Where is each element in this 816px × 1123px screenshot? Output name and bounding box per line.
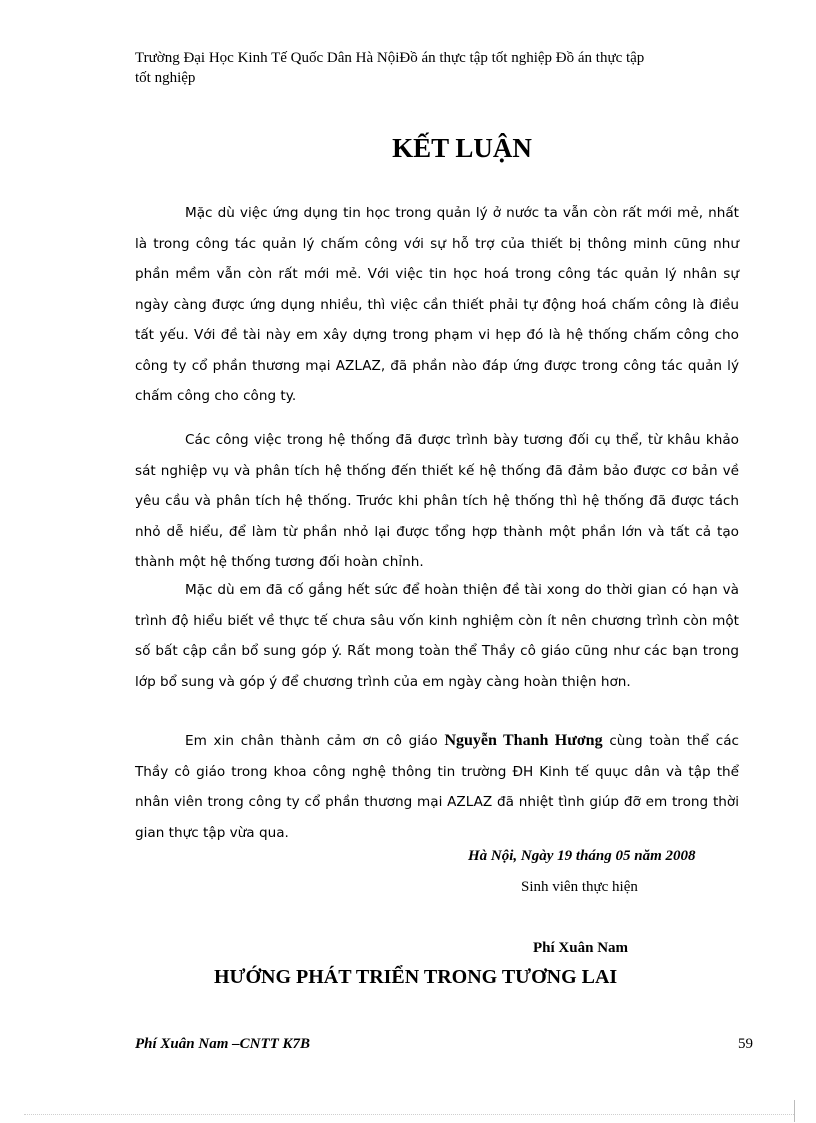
page-corner-mark <box>794 1100 795 1122</box>
acknowledgement-paragraph <box>135 726 739 848</box>
footer-author: Phí Xuân Nam –CNTT K7B <box>135 1036 311 1052</box>
paragraph-text: Các công việc trong hệ thống đã được trình bày tương đối cụ thể, từ khâu khảo sát nghiệp vụ và phân tích hệ thống đến thiết kế hệ thống đã đảm bảo được cơ bản về yêu cầu và phân tích hệ thống. Trước khi phân tích hệ thống thì hệ thống đã được tách nhỏ dễ hiểu, để làm từ phần nhỏ lại được tổng hợp thành một phần lớn và tất cả tạo thành một hệ thống tương đối hoàn chỉnh. <box>135 432 739 570</box>
ack-text-before: Em xin chân thành cảm ơn cô giáo <box>185 733 445 749</box>
advisor-name: Nguyễn Thanh Hương <box>444 732 603 749</box>
ack-text-after: cùng toàn thể các Thầy cô giáo trong khoa công nghệ thông tin trường ĐH Kinh tế quục dân và tập thể nhân viên trong công ty cổ phần thương mại AZLAZ đã nhiệt tình giúp đỡ em trong thời gian thực tập vừa qua. <box>135 733 740 841</box>
conclusion-paragraph-3 <box>135 575 739 697</box>
conclusion-paragraph-2 <box>135 425 739 578</box>
page-header <box>135 48 760 88</box>
signoff-role: Sinh viên thực hiện <box>521 879 638 895</box>
header-line-1: Trường Đại Học Kinh Tế Quốc Dân Hà NộiĐồ án thực tập tốt nghiệp Đồ án thực tập <box>135 50 645 66</box>
footer-divider <box>24 1114 794 1115</box>
paragraph-text <box>135 726 739 848</box>
signoff-date: Hà Nội, Ngày 19 tháng 05 năm 2008 <box>468 848 696 864</box>
signoff-name: Phí Xuân Nam <box>533 940 629 956</box>
page-title: KẾT LUẬN <box>392 133 532 163</box>
paragraph-text: Mặc dù việc ứng dụng tin học trong quản lý ở nước ta vẫn còn rất mới mẻ, nhất là trong công tác quản lý chấm công với sự hỗ trợ của thiết bị thông minh cũng như phần mềm vẫn còn rất mới mẻ. Với việc tin học hoá trong công tác quản lý nhân sự ngày càng được ứng dụng nhiều, thì việc cần thiết phải tự động hoá chấm công là điều tất yếu. Với đề tài này em xây dựng trong phạm vi hẹp đó là hệ thống chấm công cho công ty cổ phần thương mại AZLAZ, đã phần nào đáp ứng được trong công tác quản lý chấm công cho công ty. <box>135 205 739 404</box>
conclusion-paragraph-1 <box>135 198 739 412</box>
paragraph-text: Mặc dù em đã cố gắng hết sức để hoàn thiện đề tài xong do thời gian có hạn và trình độ hiểu biết về thực tế chưa sâu vốn kinh nghiệm còn ít nên chương trình còn một số bất cập cần bổ sung góp ý. Rất mong toàn thể Thầy cô giáo cũng như các bạn trong lớp bổ sung và góp ý để chương trình của em ngày càng hoàn thiện hơn. <box>135 582 739 690</box>
section-heading-future: HƯỚNG PHÁT TRIỂN TRONG TƯƠNG LAI <box>214 966 618 988</box>
header-line-2: tốt nghiệp <box>135 70 196 86</box>
page-number: 59 <box>738 1036 753 1052</box>
